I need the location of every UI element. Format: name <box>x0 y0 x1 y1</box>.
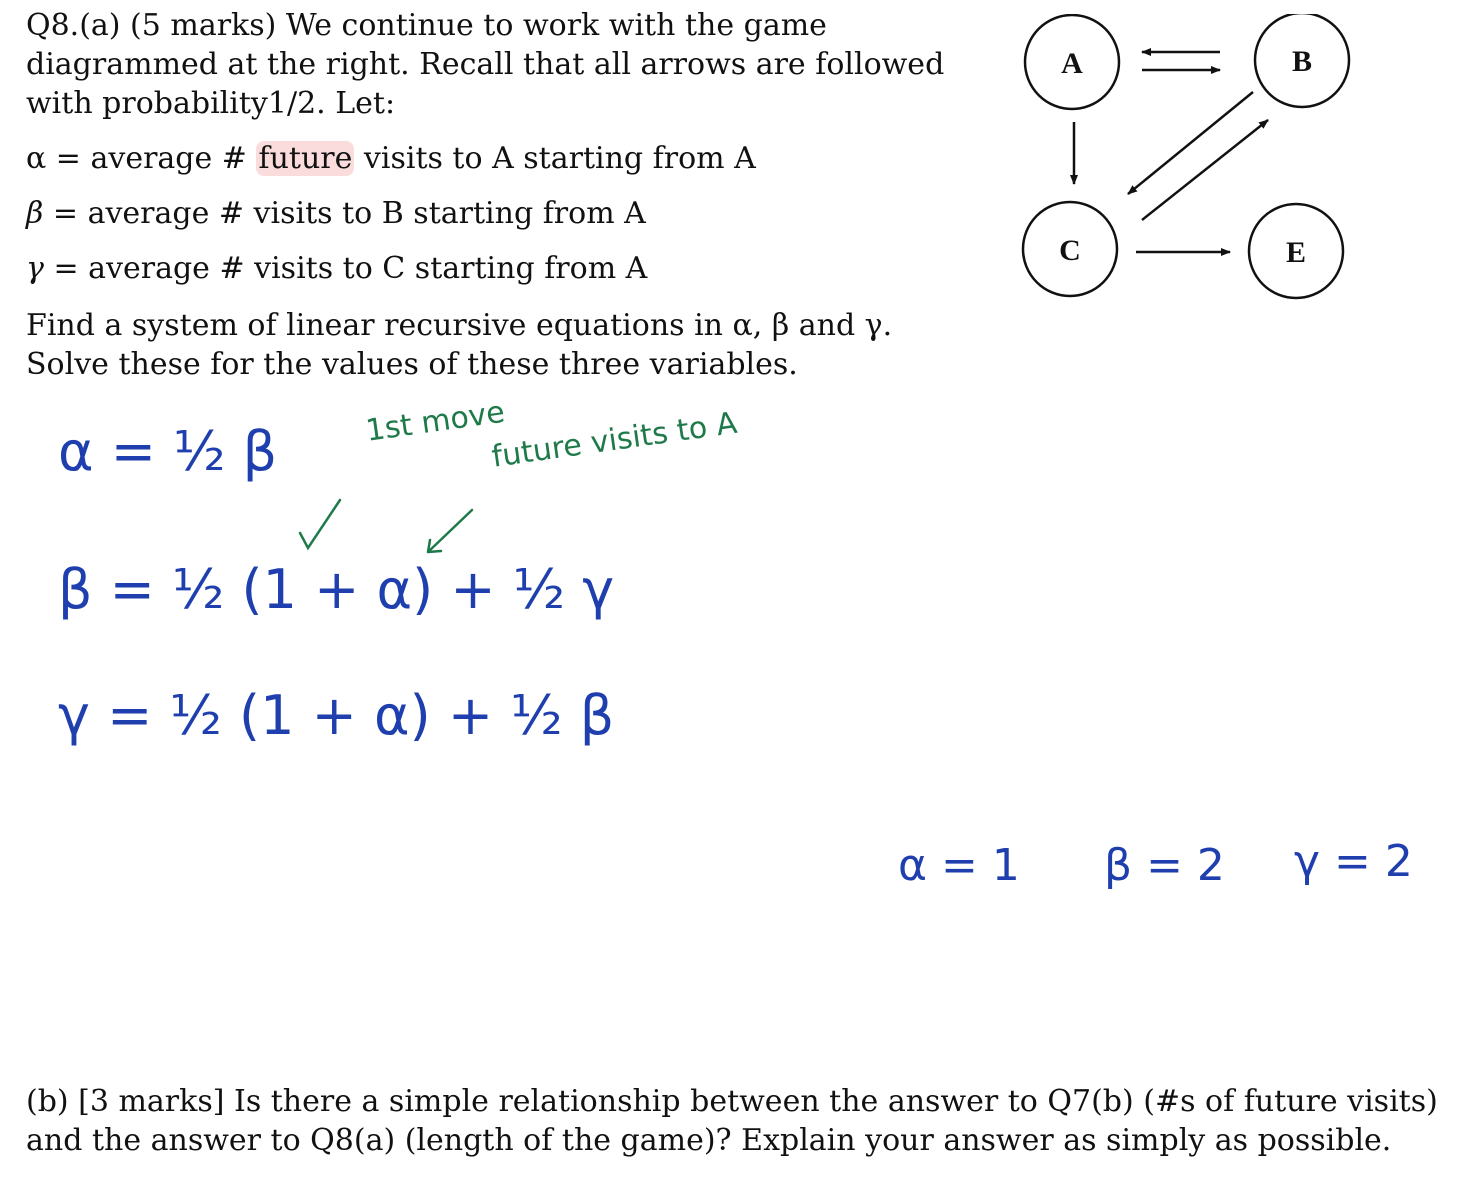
gamma-equals: = <box>43 251 89 286</box>
question-b: (b) [3 marks] Is there a simple relationship between the answer to Q7(b) (#s of future visits) and the answer to Q8(a) (length of the game)? Explain your answer as simply as possible. <box>26 1084 1438 1158</box>
node-b-label: B <box>1291 45 1313 78</box>
node-c-label: C <box>1059 234 1081 267</box>
alpha-equals: = <box>46 141 91 176</box>
beta-text: average # visits to B starting from A <box>87 196 646 231</box>
handwritten-eq-beta: β = ½ (1 + α) + ½ γ <box>58 558 615 621</box>
question-a-intro: Q8.(a) (5 marks) We continue to work with the game diagrammed at the right. Recall that all arrows are followed with probability1/2. Let: <box>26 8 945 121</box>
question-a-find: Find a system of linear recursive equations in α, β and γ. Solve these for the values of these three variables. <box>26 308 893 382</box>
beta-equals: = <box>43 196 88 231</box>
handwritten-solution-alpha: α = 1 <box>898 840 1020 891</box>
check-mark-1 <box>300 500 340 548</box>
beta-symbol: β <box>26 196 44 231</box>
node-a-label: A <box>1061 47 1083 80</box>
handwritten-solution-beta: β = 2 <box>1104 840 1225 891</box>
future-highlight: future <box>258 141 353 176</box>
gamma-symbol: γ <box>26 251 44 286</box>
handwritten-note-first-move: 1st move <box>363 394 507 449</box>
check-mark-2 <box>428 510 472 552</box>
node-e-label: E <box>1285 236 1307 269</box>
handwritten-note-future-visits: future visits to A <box>489 405 740 475</box>
gamma-text: average # visits to C starting from A <box>88 251 648 286</box>
handwritten-solution-gamma: γ = 2 <box>1294 836 1413 887</box>
alpha-text-after: visits to A starting from A <box>354 141 756 176</box>
alpha-symbol: α <box>26 141 47 176</box>
handwritten-eq-alpha: α = ½ β <box>58 420 278 483</box>
handwritten-eq-gamma: γ = ½ (1 + α) + ½ β <box>58 684 615 747</box>
alpha-text-before: average # <box>90 141 257 176</box>
